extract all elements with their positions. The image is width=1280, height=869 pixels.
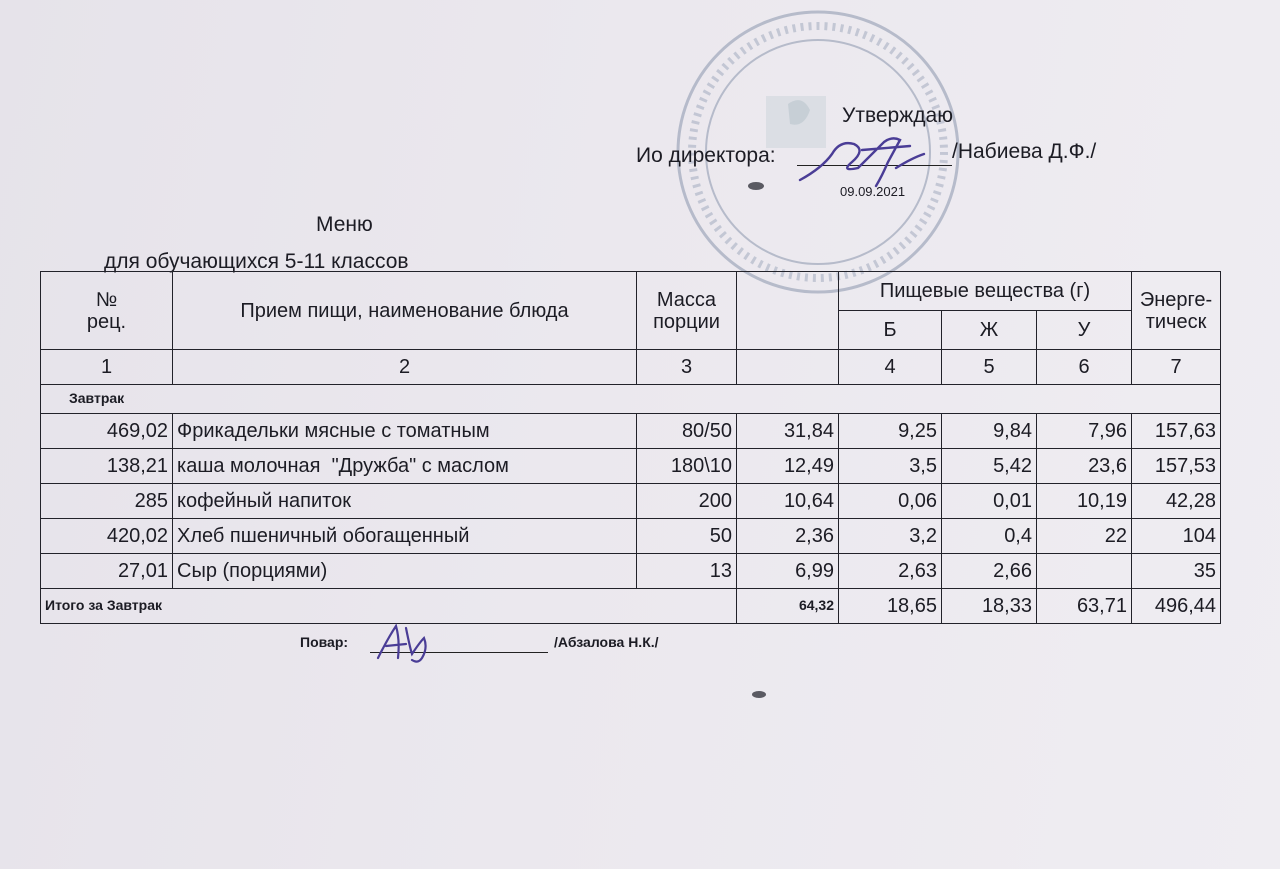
fat-cell: 2,66 — [942, 554, 1037, 589]
fat-cell: 0,4 — [942, 519, 1037, 554]
header-cost — [737, 272, 839, 350]
header-dish: Прием пищи, наименование блюда — [173, 272, 637, 350]
header-energy: Энерге- тическ — [1132, 272, 1221, 350]
total-energy: 496,44 — [1132, 589, 1221, 624]
protein-cell: 3,2 — [839, 519, 942, 554]
rec-cell: 469,02 — [41, 414, 173, 449]
carb-cell — [1037, 554, 1132, 589]
header-nutrients: Пищевые вещества (г) — [839, 272, 1132, 311]
approval-date: 09.09.2021 — [840, 184, 906, 199]
carb-cell: 23,6 — [1037, 449, 1132, 484]
dish-cell: Хлеб пшеничный обогащенный — [173, 519, 637, 554]
col-number: 7 — [1132, 350, 1221, 385]
fat-cell: 0,01 — [942, 484, 1037, 519]
menu-title: Меню — [316, 213, 373, 236]
ink-smudge — [748, 182, 764, 190]
rec-cell: 285 — [41, 484, 173, 519]
total-carb: 63,71 — [1037, 589, 1132, 624]
approve-label: Утверждаю — [842, 104, 953, 127]
rec-cell: 138,21 — [41, 449, 173, 484]
total-label: Итого за Завтрак — [41, 589, 737, 624]
rec-cell: 420,02 — [41, 519, 173, 554]
table-header-row — [41, 272, 1221, 311]
dish-cell: Фрикадельки мясные с томатным — [173, 414, 637, 449]
section-label: Завтрак — [41, 385, 1221, 414]
col-number: 3 — [637, 350, 737, 385]
header-fat: Ж — [942, 311, 1037, 350]
ink-smudge — [752, 691, 766, 698]
total-fat: 18,33 — [942, 589, 1037, 624]
cook-signature-line — [370, 652, 548, 653]
cook-label: Повар: — [300, 634, 349, 650]
column-numbers-row — [41, 350, 1221, 385]
mass-cell: 80/50 — [637, 414, 737, 449]
total-row — [41, 589, 1221, 624]
menu-table — [40, 271, 1221, 624]
header-carb: У — [1037, 311, 1132, 350]
col-number-empty — [737, 350, 839, 385]
header-mass: Масса порции — [637, 272, 737, 350]
menu-subtitle: для обучающихся 5-11 классов — [104, 250, 409, 273]
energy-cell: 35 — [1132, 554, 1221, 589]
energy-cell: 157,63 — [1132, 414, 1221, 449]
total-protein: 18,65 — [839, 589, 942, 624]
cook-signature — [372, 618, 442, 668]
cost-cell: 6,99 — [737, 554, 839, 589]
col-number: 2 — [173, 350, 637, 385]
rec-cell: 27,01 — [41, 554, 173, 589]
carb-cell: 10,19 — [1037, 484, 1132, 519]
table-row — [41, 484, 1221, 519]
cost-cell: 10,64 — [737, 484, 839, 519]
fat-cell: 5,42 — [942, 449, 1037, 484]
dish-cell: кофейный напиток — [173, 484, 637, 519]
energy-cell: 104 — [1132, 519, 1221, 554]
protein-cell: 9,25 — [839, 414, 942, 449]
cost-cell: 31,84 — [737, 414, 839, 449]
mass-cell: 50 — [637, 519, 737, 554]
dish-cell: Сыр (порциями) — [173, 554, 637, 589]
mass-cell: 200 — [637, 484, 737, 519]
protein-cell: 2,63 — [839, 554, 942, 589]
table-row — [41, 554, 1221, 589]
mass-cell: 180\10 — [637, 449, 737, 484]
dish-cell: каша молочная "Дружба" с маслом — [173, 449, 637, 484]
col-number: 6 — [1037, 350, 1132, 385]
table-row — [41, 414, 1221, 449]
mass-cell: 13 — [637, 554, 737, 589]
director-name: /Набиева Д.Ф./ — [952, 140, 1097, 163]
cook-name: /Абзалова Н.К./ — [554, 634, 659, 650]
director-signature-line — [797, 165, 952, 166]
energy-cell: 42,28 — [1132, 484, 1221, 519]
table-row — [41, 519, 1221, 554]
table-row — [41, 449, 1221, 484]
header-protein: Б — [839, 311, 942, 350]
cost-cell: 2,36 — [737, 519, 839, 554]
header-rec-no: № рец. — [41, 272, 173, 350]
section-row — [41, 385, 1221, 414]
director-label: Ио директора: — [636, 144, 776, 167]
col-number: 4 — [839, 350, 942, 385]
carb-cell: 22 — [1037, 519, 1132, 554]
fat-cell: 9,84 — [942, 414, 1037, 449]
carb-cell: 7,96 — [1037, 414, 1132, 449]
col-number: 1 — [41, 350, 173, 385]
col-number: 5 — [942, 350, 1037, 385]
cost-cell: 12,49 — [737, 449, 839, 484]
protein-cell: 3,5 — [839, 449, 942, 484]
protein-cell: 0,06 — [839, 484, 942, 519]
energy-cell: 157,53 — [1132, 449, 1221, 484]
total-cost: 64,32 — [737, 589, 839, 624]
